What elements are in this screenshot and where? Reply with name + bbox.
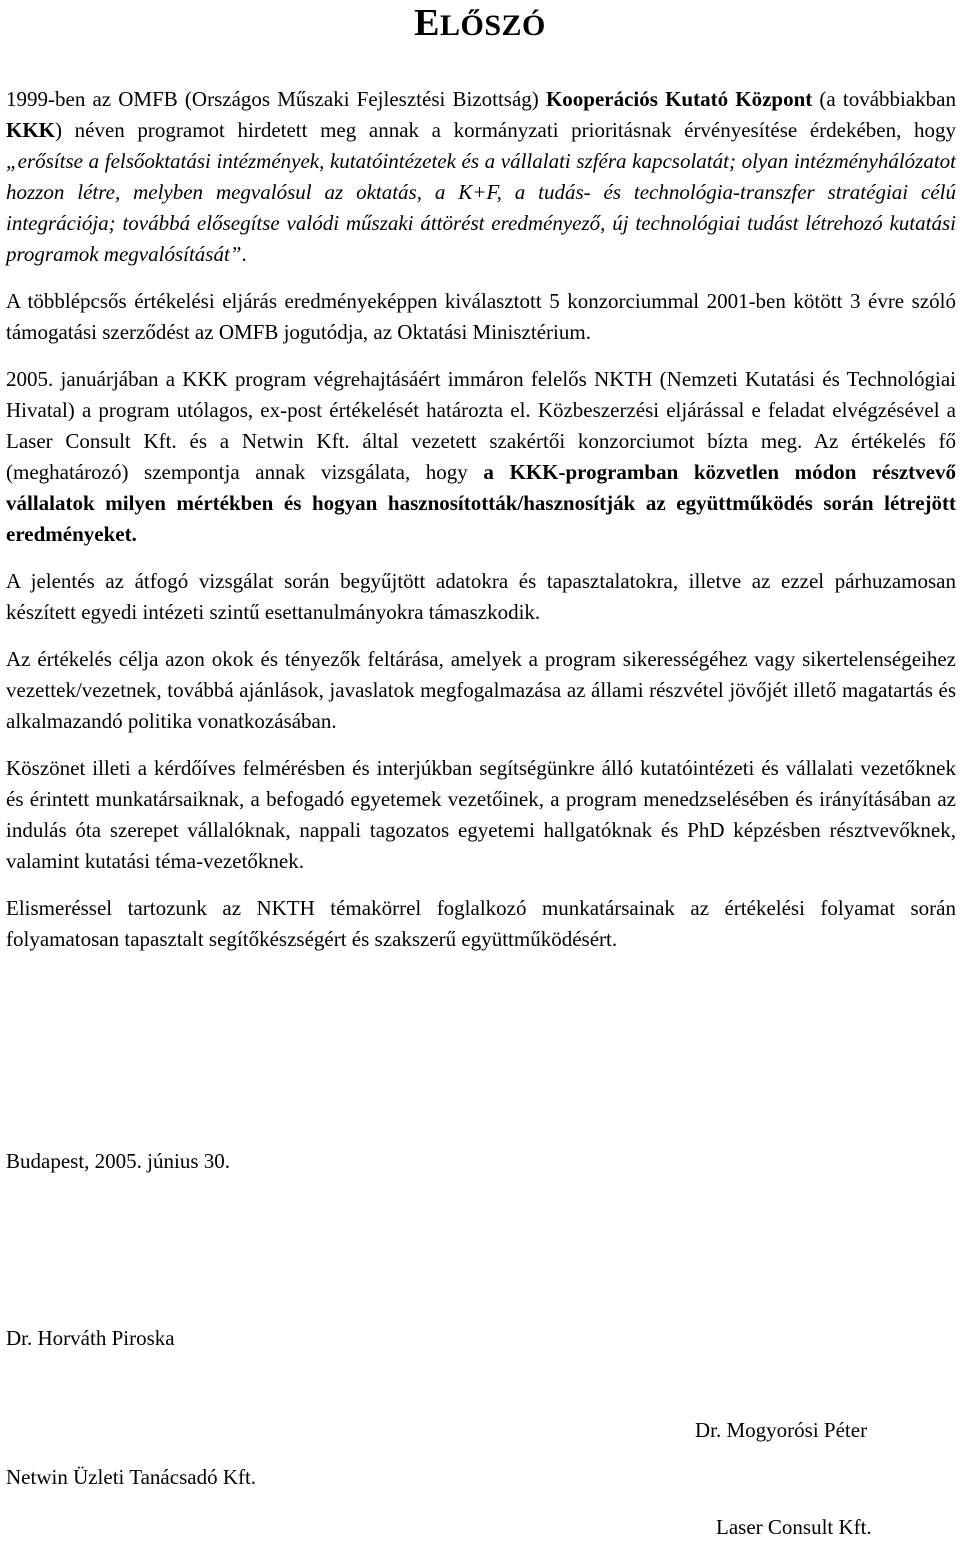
paragraph-7: Elismeréssel tartozunk az NKTH témakörrel foglalkozó munkatársainak az értékelési folyamat során folyamatosan tapasztalt segítőkészségért és szakszerű együttműködésért. <box>6 896 956 951</box>
signature-left-name: Dr. Horváth Piroska <box>6 1326 175 1350</box>
paragraph-2: A többlépcsős értékelési eljárás eredményeképpen kiválasztott 5 konzorciummal 2001-ben kötött 3 évre szóló támogatási szerződést az OMFB jogutódja, az Oktatási Minisztérium. <box>6 289 956 344</box>
paragraph-4: A jelentés az átfogó vizsgálat során begyűjtött adatokra és tapasztalatokra, illetve az ezzel párhuzamosan készített egyedi intézeti szintű esettanulmányokra támaszkodik. <box>6 569 956 624</box>
p1-text-a: 1999-ben az OMFB (Országos Műszaki Fejlesztési Bizottság) <box>6 87 546 111</box>
paragraph-1 <box>6 84 956 270</box>
signature-left-org: Netwin Üzleti Tanácsadó Kft. <box>6 1465 257 1489</box>
p1-italic-quote: „erősítse a felsőoktatási intézmények, kutatóintézetek és a vállalati szféra kapcsolatát; olyan intézményhálózatot hozzon létre, melyben megvalósul az oktatás, a K+F, a tudás- és technológia-transzfer stratégiai célú integrációja; továbbá elősegítse valódi műszaki áttörést eredményező, új technológiai tudást létrehozó kutatási programok megvalósítását” <box>6 149 956 266</box>
p1-text-g: . <box>241 242 247 266</box>
document-body <box>6 84 956 971</box>
page-title <box>0 0 960 49</box>
paragraph-3 <box>6 364 956 550</box>
place-date: Budapest, 2005. június 30. <box>6 1149 230 1173</box>
paragraph-6: Köszönet illeti a kérdőíves felmérésben és interjúkban segítségünkre álló kutatóintézeti és vállalati vezetőknek és érintett munkatársaiknak, a befogadó egyetemek vezetőinek, a program menedzselésében és irányításában az indulás óta szerepet vállalóknak, nappali tagozatos egyetemi hallgatóknak és PhD képzésben résztvevőknek, valamint kutatási téma-vezetőknek. <box>6 756 956 873</box>
title-first-letter: E <box>414 2 440 44</box>
signature-right-name: Dr. Mogyorósi Péter <box>695 1418 868 1442</box>
p1-bold-kkk: KKK <box>6 118 56 142</box>
p1-text-c: (a továbbiakban <box>812 87 956 111</box>
signature-right-org: Laser Consult Kft. <box>716 1515 872 1539</box>
p1-bold-kkk-name: Kooperációs Kutató Központ <box>545 87 813 111</box>
paragraph-5: Az értékelés célja azon okok és tényezők feltárása, amelyek a program sikerességéhez vagy sikertelenségeihez vezettek/vezetnek, továbbá ajánlások, javaslatok megfogalmazása az állami részvétel jövőjét illető magatartás és alkalmazandó politika vonatkozásában. <box>6 647 956 733</box>
p3-bold-focus: a KKK-programban közvetlen módon résztvevő vállalatok milyen mértékben és hogyan hasznosították/hasznosítják az együttműködés során létrejött eredményeket. <box>6 460 956 546</box>
p1-text-e: ) néven programot hirdetett meg annak a kormányzati prioritásnak érvényesítése érdekében, hogy <box>55 118 956 142</box>
title-rest: LŐSZÓ <box>439 9 546 42</box>
p3-text-a: 2005. januárjában a KKK program végrehajtásáért immáron felelős NKTH (Nemzeti Kutatási és Technológiai Hivatal) a program utólagos, ex-post értékelését határozta el. Közbeszerzési eljárással e feladat elvégzésével a Laser Consult Kft. és a Netwin Kft. által vezetett szakértői konzorciumot bízta meg. Az értékelés fő (meghatározó) szempontja annak vizsgálata, hogy <box>6 367 956 484</box>
